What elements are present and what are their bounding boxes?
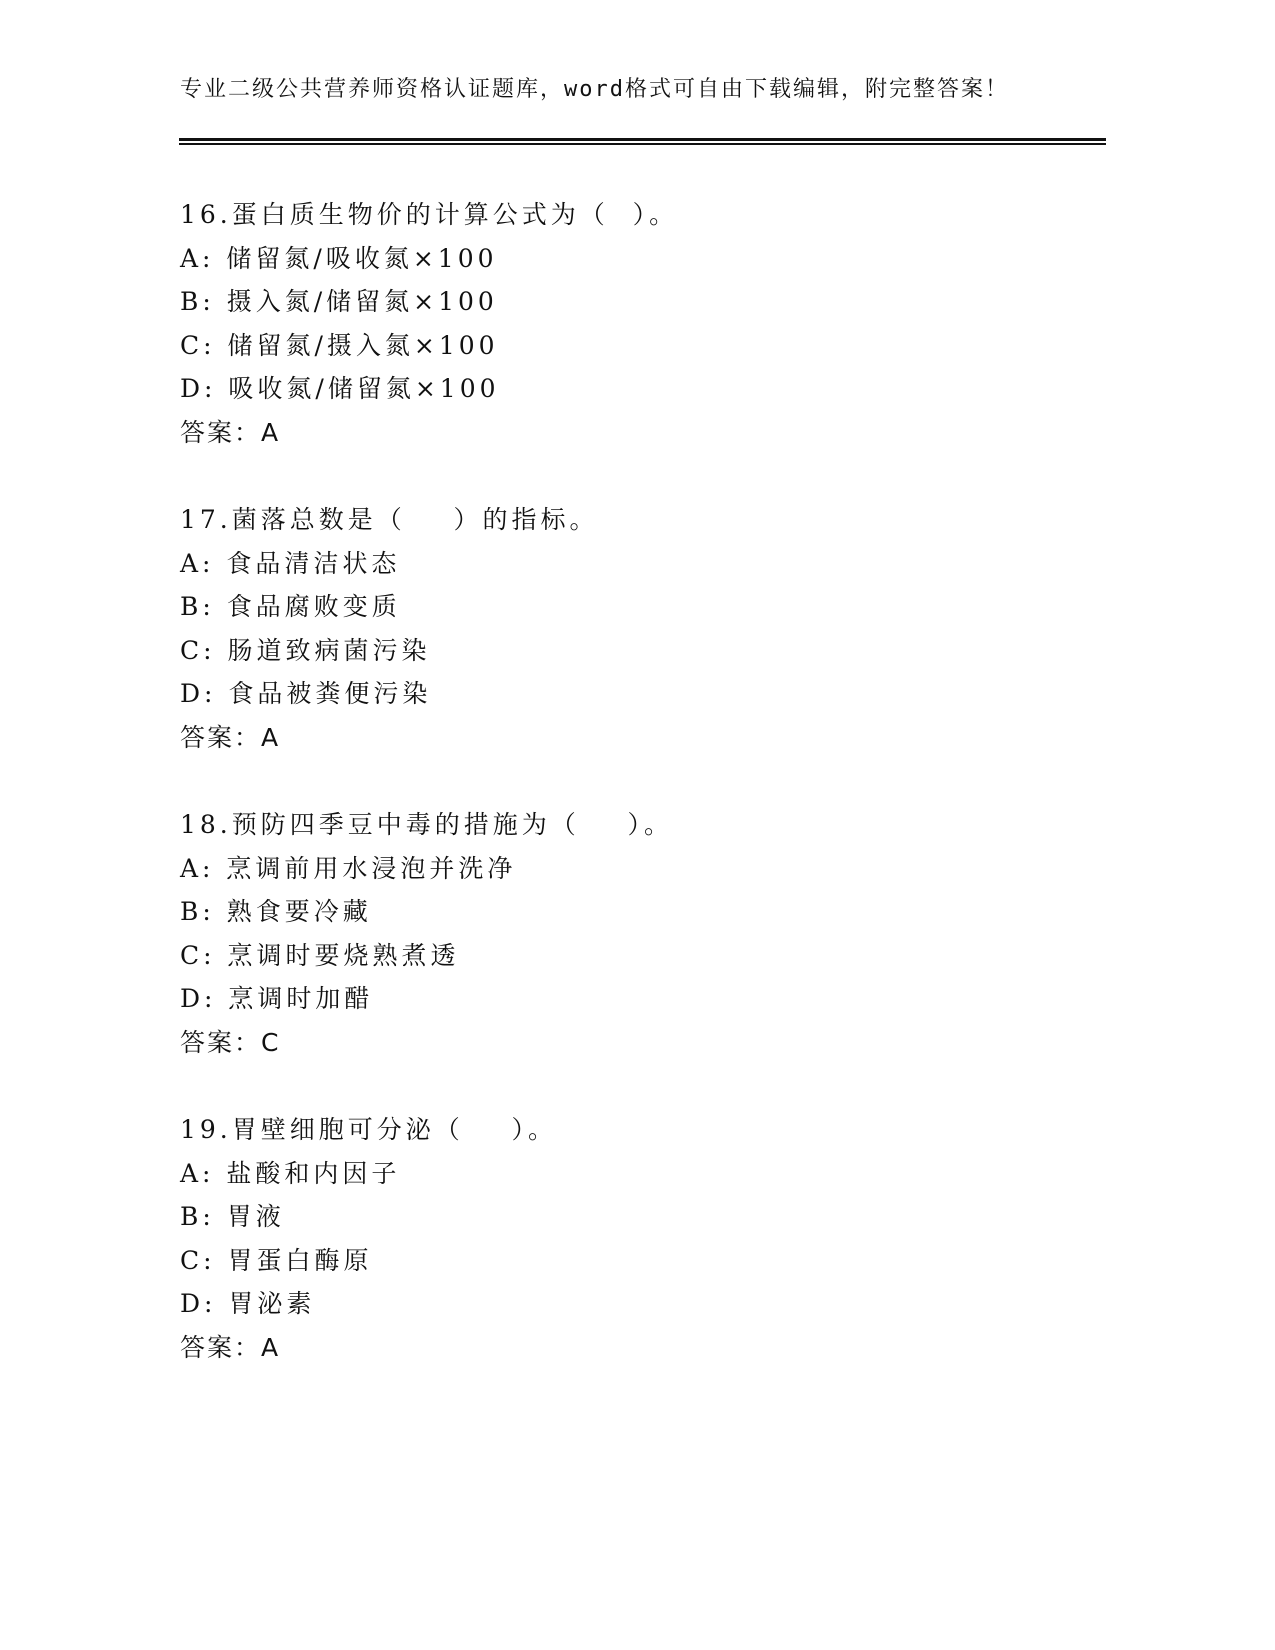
question-block	[180, 498, 1080, 759]
option-c: C: 胃蛋白酶原	[180, 1245, 373, 1275]
question-block	[180, 1108, 1080, 1369]
question-block	[180, 803, 1080, 1064]
answer-label: 答案：A	[180, 1332, 281, 1362]
option-d: D: 食品被粪便污染	[180, 679, 432, 708]
option-d: D: 胃泌素	[180, 1289, 316, 1318]
option-a: A: 烹调前用水浸泡并洗净	[180, 853, 517, 883]
question-stem: 17.菌落总数是（ ）的指标。	[180, 505, 599, 534]
option-b: B: 摄入氮/储留氮×100	[180, 287, 498, 316]
header-divider-thin	[179, 143, 1106, 145]
option-a: A: 食品清洁状态	[180, 548, 401, 578]
question-block	[180, 193, 1080, 454]
option-d: D: 烹调时加醋	[180, 984, 374, 1013]
question-stem: 19.胃壁细胞可分泌（ ）。	[180, 1115, 558, 1144]
answer-label: 答案：A	[180, 722, 281, 752]
question-stem: 16.蛋白质生物价的计算公式为（ ）。	[180, 200, 679, 229]
question-stem: 18.预防四季豆中毒的措施为（ ）。	[180, 810, 674, 839]
option-c: C: 储留氮/摄入氮×100	[180, 330, 499, 360]
option-c: C: 烹调时要烧熟煮透	[180, 940, 460, 970]
option-b: B: 食品腐败变质	[180, 592, 401, 621]
answer-label: 答案：C	[180, 1027, 281, 1057]
option-c: C: 肠道致病菌污染	[180, 635, 431, 665]
option-a: A: 盐酸和内因子	[180, 1158, 401, 1188]
option-b: B: 胃液	[180, 1202, 285, 1231]
answer-label: 答案：A	[180, 417, 281, 447]
option-d: D: 吸收氮/储留氮×100	[180, 374, 500, 403]
page-header: 专业二级公共营养师资格认证题库，word格式可自由下载编辑，附完整答案！	[180, 77, 1009, 102]
option-b: B: 熟食要冷藏	[180, 897, 372, 926]
option-a: A: 储留氮/吸收氮×100	[180, 243, 498, 273]
header-divider-thick	[179, 138, 1106, 141]
